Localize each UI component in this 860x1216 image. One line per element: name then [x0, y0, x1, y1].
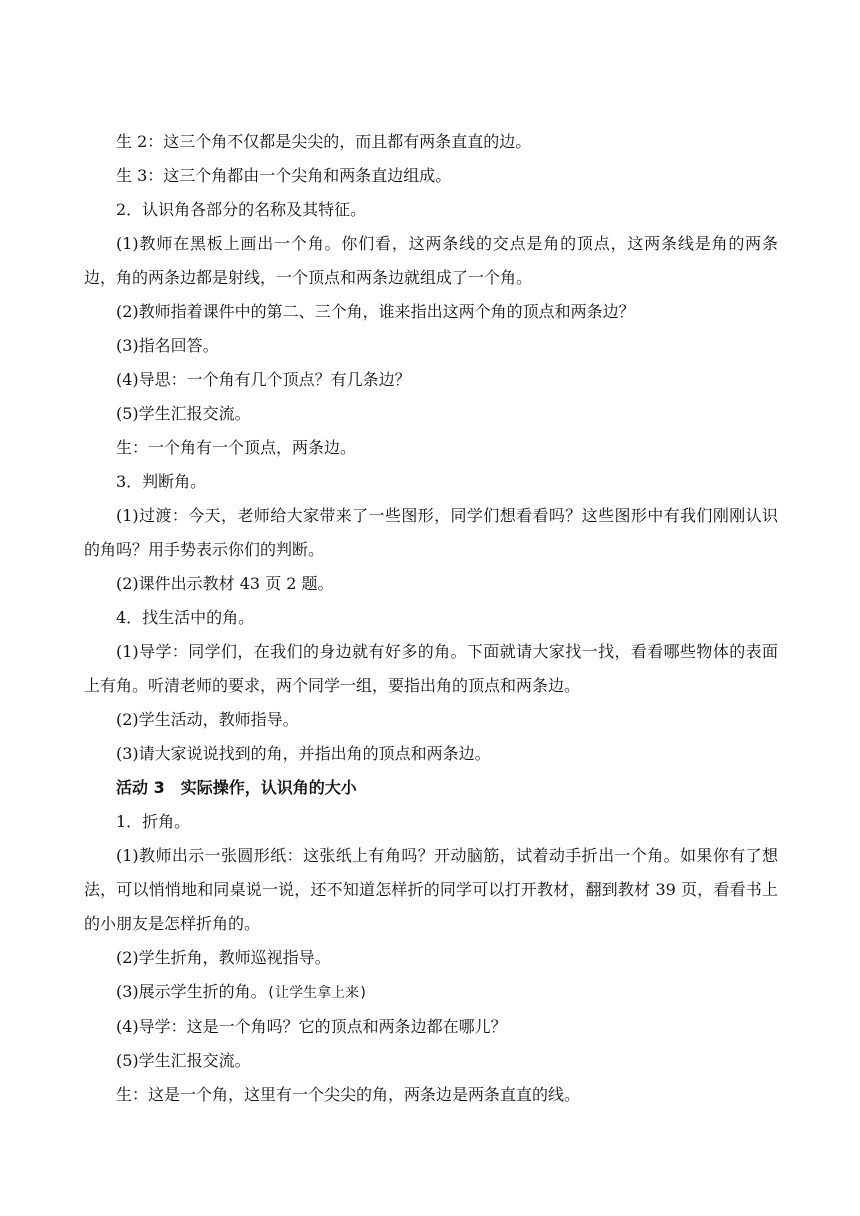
paragraph-note: (让学生拿上来) [266, 985, 368, 1001]
paragraph: (5)学生汇报交流。 [116, 1051, 251, 1070]
paragraph: (2)课件出示教材 43 页 2 题。 [116, 574, 334, 593]
paragraph: (3)请大家说说找到的角，并指出角的顶点和两条边。 [116, 744, 491, 763]
paragraph: 2．认识角各部分的名称及其特征。 [116, 200, 367, 219]
paragraph: (2)学生折角，教师巡视指导。 [116, 948, 331, 967]
paragraph: (5)学生汇报交流。 [116, 404, 251, 423]
paragraph: (1)导学：同学们，在我们的身边就有好多的角。下面就请大家找一找，看看哪些物体的表面上有角。听清老师的要求，两个同学一组，要指出角的顶点和两条边。 [84, 642, 778, 695]
activity-title: 实际操作，认识角的大小 [180, 778, 357, 797]
activity-label: 活动 3 [116, 778, 165, 797]
paragraph: 1．折角。 [116, 812, 191, 831]
paragraph: 生：这是一个角，这里有一个尖尖的角，两条边是两条直直的线。 [116, 1085, 581, 1104]
paragraph-main: (3)展示学生折的角。 [116, 982, 267, 1001]
document-body [84, 125, 778, 1112]
activity-heading [84, 771, 778, 805]
paragraph: 生 2：这三个角不仅都是尖尖的，而且都有两条直直的边。 [116, 132, 532, 151]
paragraph: (1)教师出示一张圆形纸：这张纸上有角吗？开动脑筋，试着动手折出一个角。如果你有了想法，可以悄悄地和同桌说一说，还不知道怎样折的同学可以打开教材，翻到教材 39 页，看看书上的小朋友是怎样折角的。 [84, 846, 778, 933]
paragraph: (2)教师指着课件中的第二、三个角，谁来指出这两个角的顶点和两条边？ [116, 302, 635, 321]
paragraph: (4)导学：这是一个角吗？它的顶点和两条边都在哪儿？ [116, 1017, 507, 1036]
paragraph: 生：一个角有一个顶点，两条边。 [116, 438, 357, 457]
paragraph [84, 975, 778, 1010]
paragraph: (1)教师在黑板上画出一个角。你们看，这两条线的交点是角的顶点，这两条线是角的两条边，角的两条边都是射线，一个顶点和两条边就组成了一个角。 [84, 234, 778, 287]
paragraph: 4．找生活中的角。 [116, 608, 255, 627]
paragraph: (3)指名回答。 [116, 336, 219, 355]
paragraph: 3．判断角。 [116, 472, 207, 491]
paragraph: (4)导思：一个角有几个顶点？有几条边？ [116, 370, 411, 389]
paragraph: (1)过渡：今天，老师给大家带来了一些图形，同学们想看看吗？这些图形中有我们刚刚认识的角吗？用手势表示你们的判断。 [84, 506, 778, 559]
paragraph: (2)学生活动，教师指导。 [116, 710, 299, 729]
paragraph: 生 3：这三个角都由一个尖角和两条直边组成。 [116, 166, 452, 185]
